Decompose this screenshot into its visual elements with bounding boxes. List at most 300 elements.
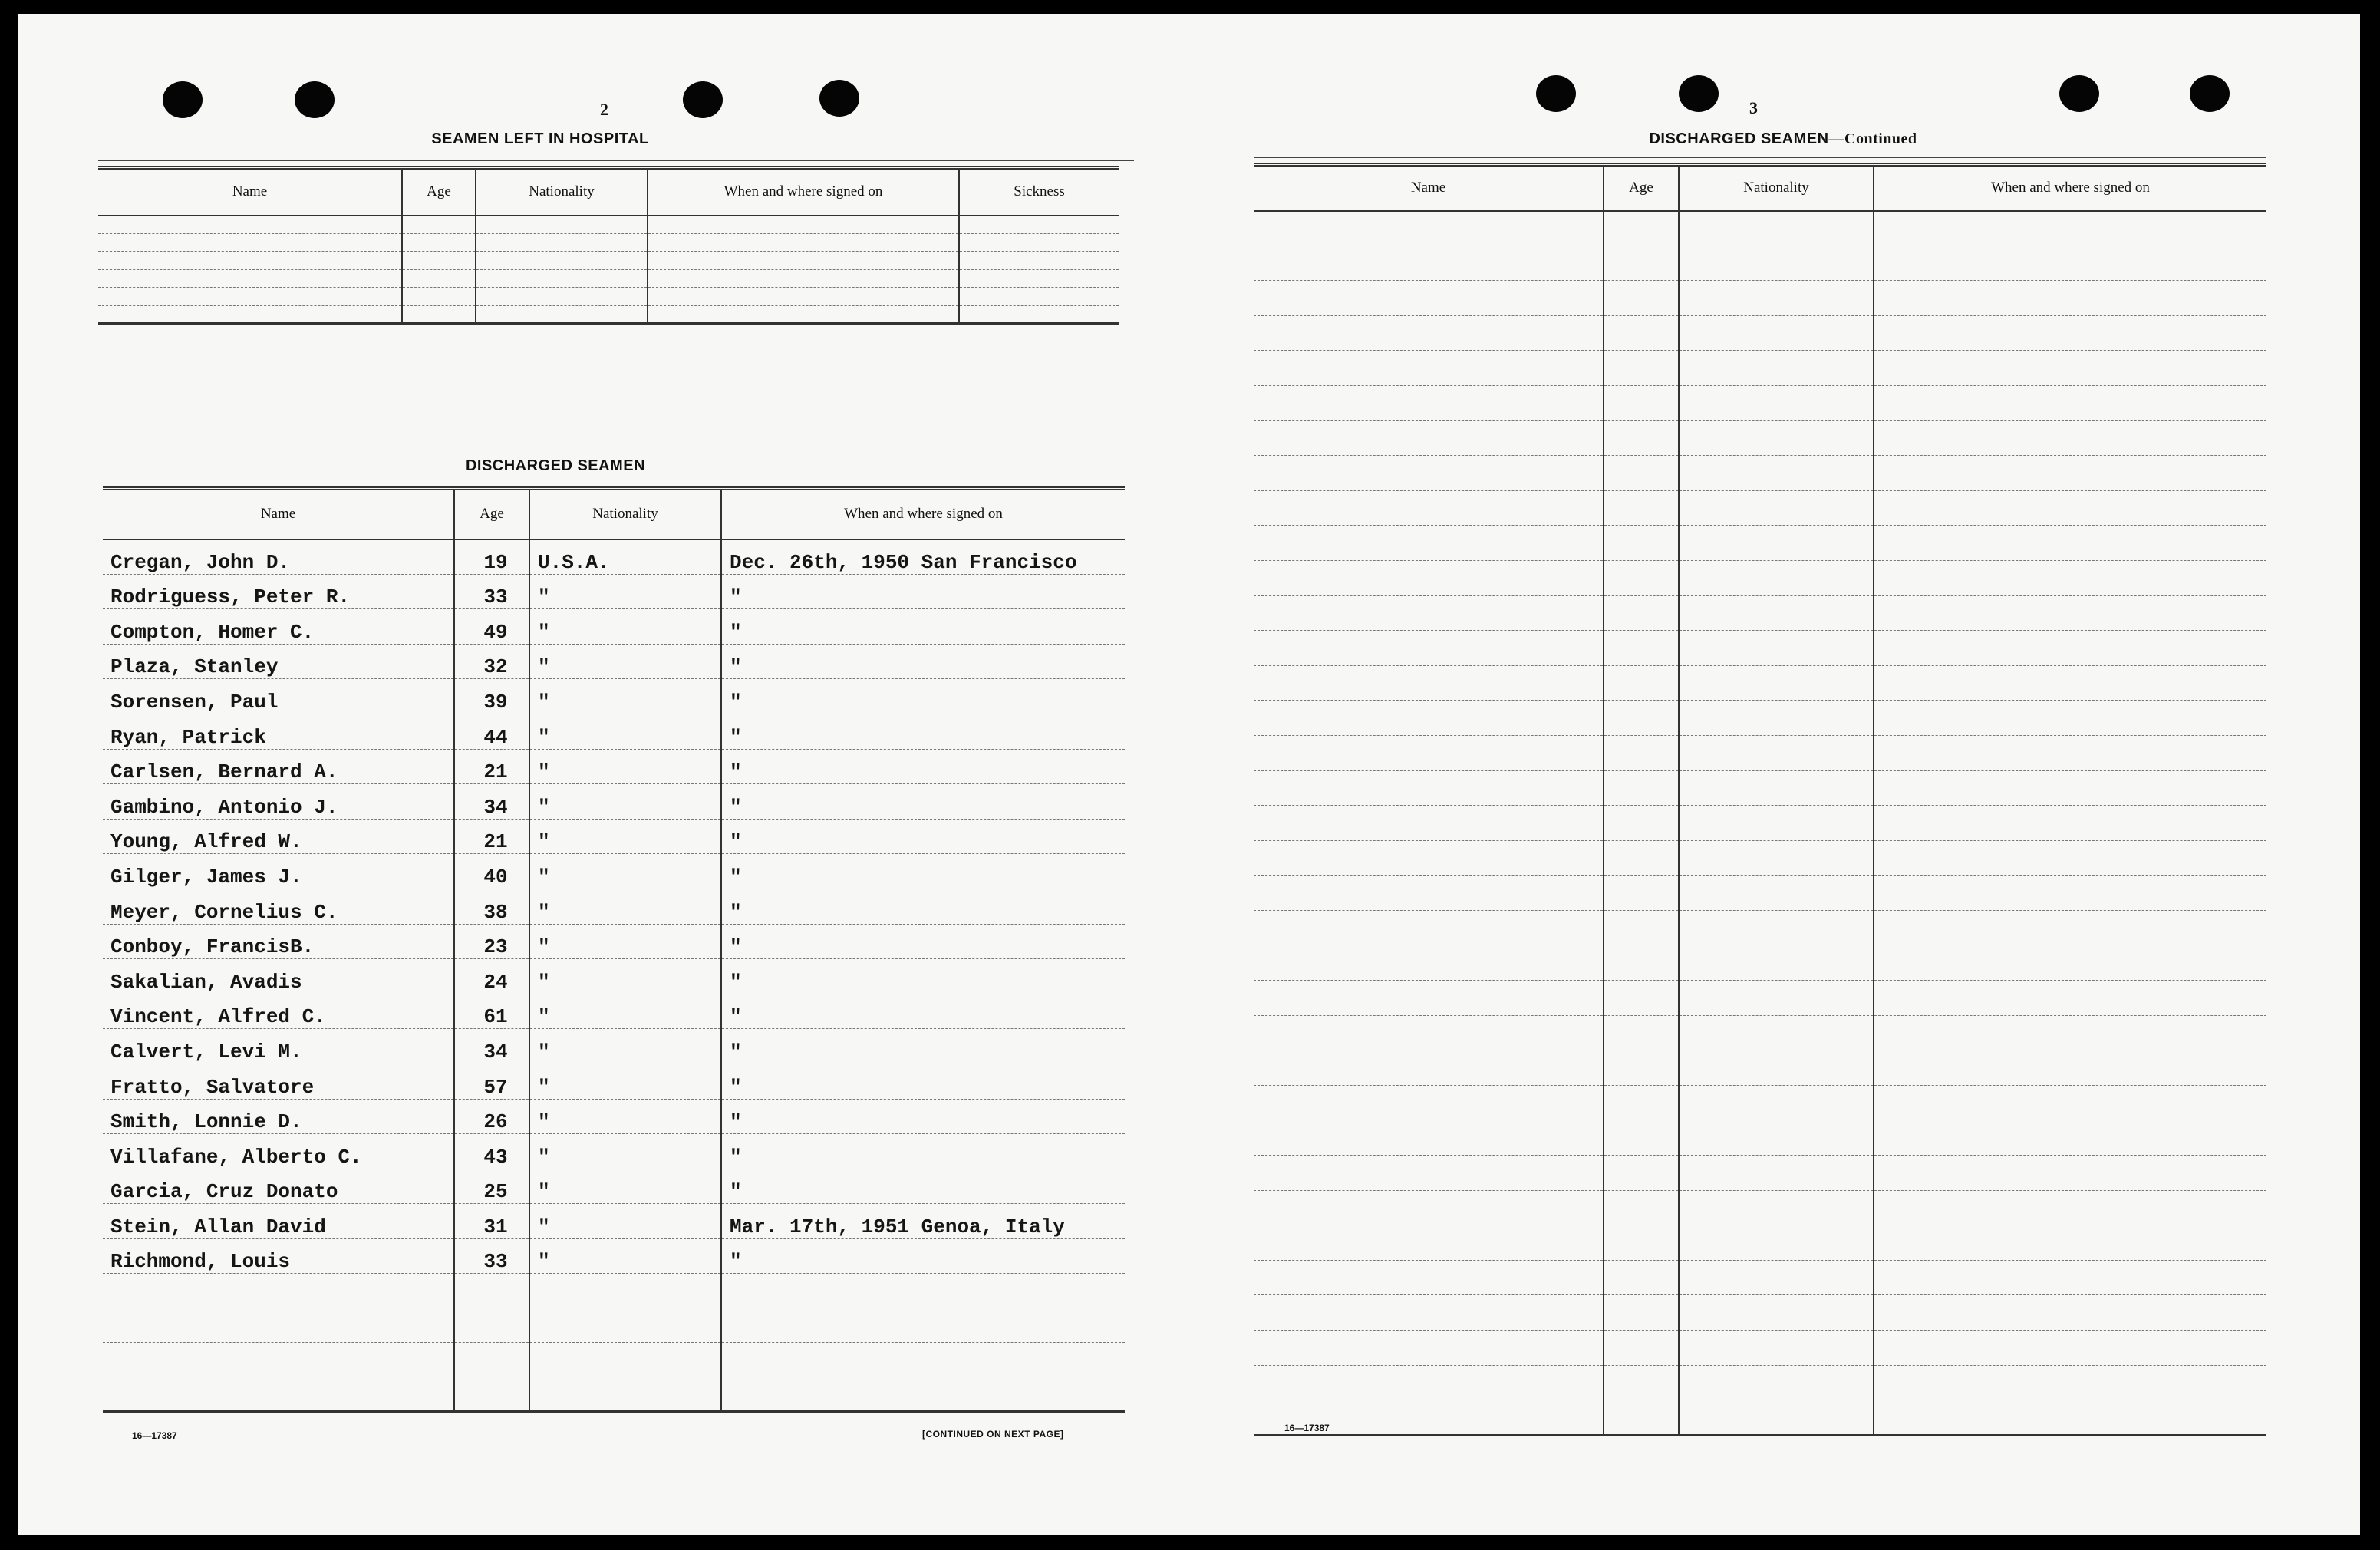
empty-cell [476,216,648,234]
form-code: 16—17387 [1284,1423,1330,1433]
seaman-nationality: " [529,1134,721,1169]
empty-cell [1679,211,1874,246]
signed-on: " [721,924,1125,959]
empty-cell [1604,385,1679,420]
table-row [1254,1050,2266,1086]
empty-cell [1679,490,1874,526]
empty-cell [98,269,402,288]
table-row [1254,910,2266,945]
empty-cell [1679,1156,1874,1191]
seaman-name: Vincent, Alfred C. [103,994,454,1029]
table-row [103,924,1125,959]
seaman-name: Young, Alfred W. [103,819,454,854]
empty-cell [1679,945,1874,981]
signed-on: " [721,819,1125,854]
empty-cell [1254,840,1604,876]
empty-cell [1874,1015,2266,1050]
seaman-nationality: " [529,854,721,889]
seaman-age: 19 [454,539,529,575]
empty-cell [1604,281,1679,316]
empty-cell [1604,1085,1679,1120]
empty-cell [1874,1331,2266,1366]
seaman-name: Carlsen, Bernard A. [103,749,454,784]
title-suffix: —Continued [1828,130,1917,147]
empty-cell [1254,490,1604,526]
empty-cell [1874,981,2266,1016]
signed-on: " [721,854,1125,889]
title-rule [98,160,1134,161]
empty-cell [959,269,1119,288]
table-row [1254,981,2266,1016]
empty-cell [1604,735,1679,770]
empty-cell [1874,1156,2266,1191]
column-header: Age [454,489,529,539]
table-row [1254,281,2266,316]
empty-cell [476,233,648,252]
table-row [1254,1400,2266,1436]
column-header: Nationality [476,168,648,216]
empty-cell [1254,1260,1604,1295]
seaman-nationality: " [529,1169,721,1204]
table-row [103,1238,1125,1274]
empty-cell [1604,1225,1679,1261]
seaman-nationality: " [529,574,721,609]
discharged-section-title: DISCHARGED SEAMEN [465,457,646,474]
table-row [1254,840,2266,876]
empty-cell [103,1377,454,1412]
seaman-age: 33 [454,574,529,609]
column-header: When and where signed on [648,168,959,216]
empty-cell [1679,631,1874,666]
table-row [1254,456,2266,491]
table-row [103,819,1125,854]
signed-on: Mar. 17th, 1951 Genoa, Italy [721,1204,1125,1239]
empty-cell [103,1343,454,1377]
empty-cell [476,269,648,288]
empty-cell [1874,490,2266,526]
document-sheet [18,14,2360,1535]
signed-on: " [721,994,1125,1029]
seaman-name: Sorensen, Paul [103,679,454,714]
seaman-age: 21 [454,819,529,854]
empty-cell [1254,981,1604,1016]
seaman-nationality: " [529,1064,721,1099]
empty-cell [1874,735,2266,770]
empty-cell [1679,1225,1874,1261]
table-row [103,1308,1125,1343]
empty-cell [1254,1156,1604,1191]
empty-cell [529,1274,721,1308]
seaman-nationality: " [529,959,721,994]
empty-cell [721,1343,1125,1377]
empty-cell [1874,246,2266,281]
table-row [103,784,1125,820]
table-row [1254,1156,2266,1191]
seaman-age: 40 [454,854,529,889]
seaman-age: 31 [454,1204,529,1239]
empty-cell [1679,595,1874,631]
empty-cell [1254,1085,1604,1120]
empty-cell [1604,876,1679,911]
column-header: Age [1604,165,1679,211]
continued-note: [CONTINUED ON NEXT PAGE] [922,1429,1064,1440]
column-header: Name [1254,165,1604,211]
empty-cell [1604,806,1679,841]
table-row [1254,631,2266,666]
empty-cell [1874,1120,2266,1156]
table-row [98,252,1119,270]
seaman-age: 33 [454,1238,529,1274]
empty-cell [1679,876,1874,911]
empty-cell [1604,211,1679,246]
empty-cell [98,252,402,270]
seaman-name: Stein, Allan David [103,1204,454,1239]
seaman-nationality: " [529,714,721,749]
column-header: Nationality [529,489,721,539]
empty-cell [1679,1295,1874,1331]
signed-on: " [721,784,1125,820]
empty-cell [1679,840,1874,876]
empty-cell [1254,385,1604,420]
empty-cell [103,1308,454,1343]
empty-cell [959,216,1119,234]
seaman-age: 23 [454,924,529,959]
empty-cell [1874,315,2266,351]
empty-cell [1254,1015,1604,1050]
seaman-age: 32 [454,644,529,679]
empty-cell [98,216,402,234]
hospital-section-title: SEAMEN LEFT IN HOSPITAL [431,130,649,147]
empty-cell [1679,981,1874,1016]
empty-cell [1874,806,2266,841]
seaman-age: 21 [454,749,529,784]
seaman-name: Calvert, Levi M. [103,1029,454,1064]
empty-cell [1679,806,1874,841]
seaman-name: Gilger, James J. [103,854,454,889]
table-row [1254,1015,2266,1050]
empty-cell [1254,1295,1604,1331]
empty-cell [1254,315,1604,351]
table-row [103,679,1125,714]
seaman-nationality: " [529,609,721,645]
seaman-age: 43 [454,1134,529,1169]
empty-cell [1679,1190,1874,1225]
empty-cell [648,216,959,234]
seaman-age: 61 [454,994,529,1029]
empty-cell [721,1274,1125,1308]
empty-cell [1604,981,1679,1016]
empty-cell [529,1377,721,1412]
table-row [1254,1225,2266,1261]
empty-cell [1874,385,2266,420]
seaman-name: Villafane, Alberto C. [103,1134,454,1169]
seaman-age: 34 [454,1029,529,1064]
table-row [103,854,1125,889]
empty-cell [1679,701,1874,736]
signed-on: " [721,1064,1125,1099]
empty-cell [98,288,402,306]
table-row [1254,1331,2266,1366]
empty-cell [721,1377,1125,1412]
table-row [103,714,1125,749]
seaman-nationality: " [529,784,721,820]
empty-cell [1679,1120,1874,1156]
empty-cell [529,1343,721,1377]
empty-cell [648,269,959,288]
empty-cell [1604,631,1679,666]
empty-cell [1604,1156,1679,1191]
seaman-age: 34 [454,784,529,820]
empty-cell [1874,420,2266,456]
table-row [1254,595,2266,631]
table-row [98,269,1119,288]
empty-cell [1254,1225,1604,1261]
empty-cell [1604,246,1679,281]
table-row [1254,246,2266,281]
signed-on: " [721,1169,1125,1204]
signed-on: " [721,959,1125,994]
empty-cell [1254,420,1604,456]
table-row [103,889,1125,924]
table-row [1254,526,2266,561]
table-row [103,749,1125,784]
empty-cell [1679,735,1874,770]
signed-on: " [721,1099,1125,1134]
empty-cell [1254,351,1604,386]
empty-cell [1874,281,2266,316]
page-number: 3 [1749,98,1758,117]
empty-cell [1254,806,1604,841]
seaman-nationality: " [529,924,721,959]
empty-cell [1874,665,2266,701]
signed-on: " [721,679,1125,714]
seaman-name: Cregan, John D. [103,539,454,575]
empty-cell [1254,211,1604,246]
signed-on: " [721,1238,1125,1274]
empty-cell [1604,1190,1679,1225]
table-row [103,1134,1125,1169]
empty-cell [1254,945,1604,981]
empty-cell [1604,595,1679,631]
empty-cell [1679,560,1874,595]
empty-cell [1604,1295,1679,1331]
empty-cell [402,305,476,324]
empty-cell [402,269,476,288]
hospital-table [98,166,1119,325]
empty-cell [1874,351,2266,386]
empty-cell [1254,1050,1604,1086]
empty-cell [1604,910,1679,945]
empty-cell [1874,1050,2266,1086]
seaman-age: 39 [454,679,529,714]
seaman-name: Fratto, Salvatore [103,1064,454,1099]
empty-cell [1254,910,1604,945]
seaman-name: Garcia, Cruz Donato [103,1169,454,1204]
empty-cell [1874,456,2266,491]
signed-on: " [721,609,1125,645]
empty-cell [98,233,402,252]
empty-cell [1874,631,2266,666]
empty-cell [1604,490,1679,526]
empty-cell [1604,1050,1679,1086]
column-header: Name [98,168,402,216]
seaman-age: 25 [454,1169,529,1204]
empty-cell [1874,1260,2266,1295]
table-row [103,1099,1125,1134]
empty-cell [1679,281,1874,316]
empty-cell [1679,526,1874,561]
empty-cell [1874,560,2266,595]
form-code: 16—17387 [132,1430,177,1441]
table-row [1254,1085,2266,1120]
seaman-nationality: U.S.A. [529,539,721,575]
signed-on: " [721,714,1125,749]
seaman-nationality: " [529,819,721,854]
seaman-age: 24 [454,959,529,994]
empty-cell [1604,1365,1679,1400]
empty-cell [1604,1331,1679,1366]
table-row [103,574,1125,609]
left-page [18,14,1177,1535]
empty-cell [1604,1015,1679,1050]
table-row [1254,665,2266,701]
empty-cell [1874,701,2266,736]
empty-cell [1679,665,1874,701]
table-row [1254,1365,2266,1400]
empty-cell [1679,385,1874,420]
table-row [1254,351,2266,386]
empty-cell [1604,420,1679,456]
empty-cell [1679,1085,1874,1120]
empty-cell [1254,735,1604,770]
seaman-name: Smith, Lonnie D. [103,1099,454,1134]
empty-cell [1604,351,1679,386]
empty-cell [1254,526,1604,561]
empty-cell [103,1274,454,1308]
empty-cell [476,288,648,306]
empty-cell [1679,1050,1874,1086]
seaman-name: Richmond, Louis [103,1238,454,1274]
empty-cell [1254,456,1604,491]
empty-cell [98,305,402,324]
empty-cell [1874,910,2266,945]
empty-cell [454,1308,529,1343]
empty-cell [1604,665,1679,701]
seaman-nationality: " [529,644,721,679]
signed-on: Dec. 26th, 1950 San Francisco [721,539,1125,575]
empty-cell [1874,1365,2266,1400]
empty-cell [1679,770,1874,806]
seaman-name: Sakalian, Avadis [103,959,454,994]
seaman-age: 57 [454,1064,529,1099]
empty-cell [959,252,1119,270]
empty-cell [1254,1331,1604,1366]
empty-cell [1604,315,1679,351]
empty-cell [1254,1190,1604,1225]
table-row [103,1377,1125,1412]
empty-cell [1604,770,1679,806]
empty-cell [1604,526,1679,561]
signed-on: " [721,749,1125,784]
discharged-continued-title [1568,130,1998,148]
empty-cell [1874,1085,2266,1120]
seaman-name: Rodriguess, Peter R. [103,574,454,609]
empty-cell [1874,1295,2266,1331]
seaman-age: 38 [454,889,529,924]
right-page [1238,14,2360,1535]
empty-cell [721,1308,1125,1343]
empty-cell [1679,1365,1874,1400]
empty-cell [1874,1190,2266,1225]
empty-cell [454,1377,529,1412]
empty-cell [1874,876,2266,911]
empty-cell [1254,876,1604,911]
table-row [1254,1295,2266,1331]
empty-cell [1874,840,2266,876]
empty-cell [1604,945,1679,981]
table-row [1254,701,2266,736]
seaman-nationality: " [529,749,721,784]
empty-cell [1604,840,1679,876]
empty-cell [1254,631,1604,666]
empty-cell [454,1274,529,1308]
empty-cell [1254,560,1604,595]
signed-on: " [721,1029,1125,1064]
empty-cell [1679,1400,1874,1436]
seaman-age: 49 [454,609,529,645]
table-row [1254,735,2266,770]
empty-cell [1874,526,2266,561]
seaman-name: Plaza, Stanley [103,644,454,679]
column-header: Sickness [959,168,1119,216]
table-row [103,1343,1125,1377]
table-row [98,305,1119,324]
table-row [1254,1190,2266,1225]
empty-cell [1679,1015,1874,1050]
empty-cell [476,252,648,270]
table-row [1254,1120,2266,1156]
empty-cell [1874,770,2266,806]
empty-cell [1679,315,1874,351]
empty-cell [476,305,648,324]
empty-cell [959,233,1119,252]
discharged-table [103,486,1125,1413]
seaman-name: Conboy, FrancisB. [103,924,454,959]
page-number: 2 [600,100,608,119]
empty-cell [1254,1120,1604,1156]
table-row [1254,945,2266,981]
empty-cell [1874,1225,2266,1261]
empty-cell [1874,211,2266,246]
empty-cell [1604,560,1679,595]
empty-cell [1874,1400,2266,1436]
empty-cell [1604,1400,1679,1436]
table-row [1254,490,2266,526]
table-row [1254,211,2266,246]
title-rule [1254,157,2266,158]
empty-cell [402,252,476,270]
empty-cell [529,1308,721,1343]
empty-cell [1254,665,1604,701]
seaman-nationality: " [529,1029,721,1064]
column-header: Age [402,168,476,216]
table-row [1254,806,2266,841]
table-row [98,288,1119,306]
empty-cell [1679,456,1874,491]
empty-cell [1254,701,1604,736]
column-header: Nationality [1679,165,1874,211]
seaman-age: 44 [454,714,529,749]
